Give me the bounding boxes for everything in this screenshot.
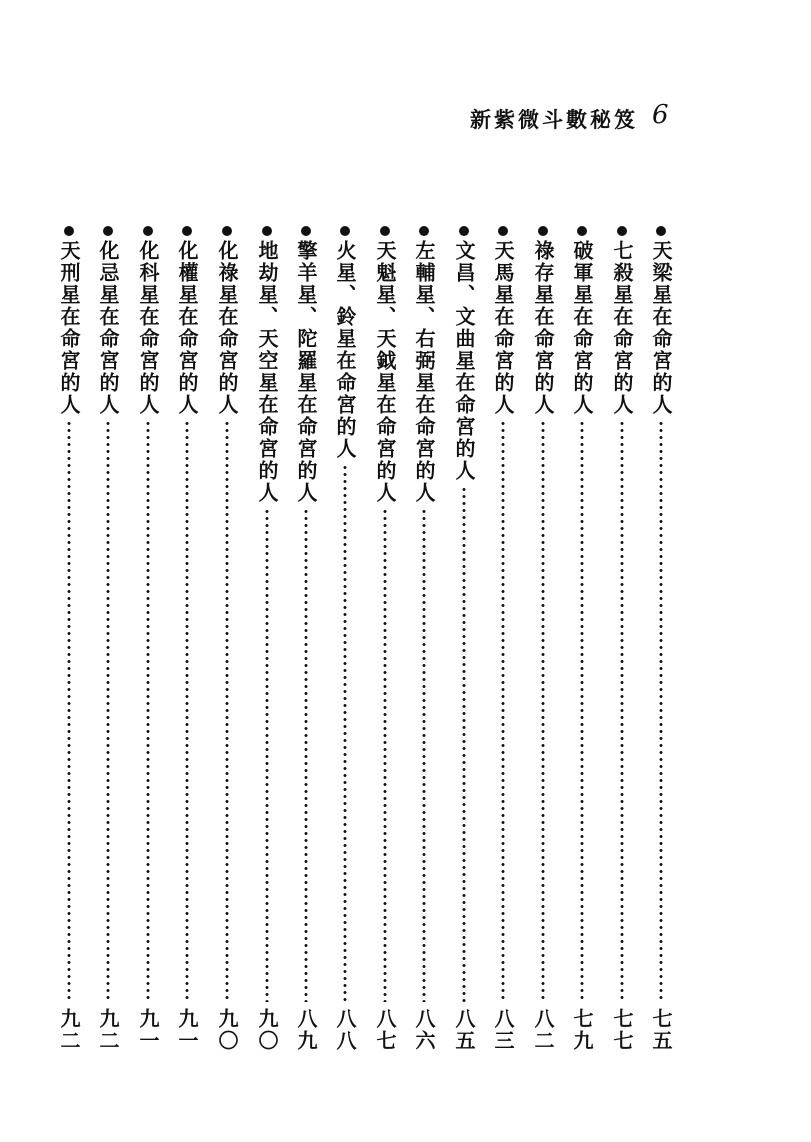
toc-entry-title: 天馬星在命宮的人	[491, 240, 515, 416]
bullet-icon	[301, 226, 311, 236]
page-number: 6	[652, 100, 669, 130]
toc-entry-title: 左輔星、右弼星在命宮的人	[412, 240, 436, 504]
toc-entry-page: 九〇	[215, 1008, 239, 1052]
bullet-icon	[538, 226, 548, 236]
bullet-icon	[143, 226, 153, 236]
dot-leader	[541, 420, 545, 1002]
bullet-icon	[380, 226, 390, 236]
toc-entry-page: 八三	[491, 1008, 515, 1052]
toc-entry[interactable]	[411, 226, 437, 1076]
bullet-icon	[617, 226, 627, 236]
toc-entry[interactable]	[372, 226, 398, 1076]
toc-entry[interactable]	[56, 226, 82, 1076]
toc-entry[interactable]	[648, 226, 674, 1076]
toc-entry-page: 八五	[452, 1008, 476, 1052]
dot-leader	[106, 420, 110, 1002]
toc-entry[interactable]	[451, 226, 477, 1076]
bullet-icon	[182, 226, 192, 236]
bullet-icon	[459, 226, 469, 236]
dot-leader	[620, 420, 624, 1002]
toc-entry-page: 九一	[136, 1008, 160, 1052]
toc-entry-page: 九一	[175, 1008, 199, 1052]
toc-entry[interactable]	[609, 226, 635, 1076]
bullet-icon	[103, 226, 113, 236]
toc-entry[interactable]	[135, 226, 161, 1076]
toc-entry-title: 破軍星在命宮的人	[570, 240, 594, 416]
dot-leader	[304, 508, 308, 1002]
toc-entry[interactable]	[95, 226, 121, 1076]
toc-entry-title: 化科星在命宮的人	[136, 240, 160, 416]
dot-leader	[343, 464, 347, 1002]
toc-entry-title: 化權星在命宮的人	[175, 240, 199, 416]
toc-entry-title: 祿存星在命宮的人	[531, 240, 555, 416]
bullet-icon	[577, 226, 587, 236]
toc-entry-title: 天魁星、天鉞星在命宮的人	[373, 240, 397, 504]
toc-entry[interactable]	[490, 226, 516, 1076]
toc-entry-page: 九二	[96, 1008, 120, 1052]
toc-entry-page: 九二	[57, 1008, 81, 1052]
dot-leader	[67, 420, 71, 1002]
toc-entry-title: 地劫星、天空星在命宮的人	[255, 240, 279, 504]
toc-entry-page: 八七	[373, 1008, 397, 1052]
bullet-icon	[222, 226, 232, 236]
toc-entry-page: 八九	[294, 1008, 318, 1052]
toc-entry-page: 八二	[531, 1008, 555, 1052]
dot-leader	[422, 508, 426, 1002]
toc-entry[interactable]	[530, 226, 556, 1076]
toc-entry-title: 火星、鈴星在命宮的人	[333, 240, 357, 460]
toc-entry-page: 七五	[649, 1008, 673, 1052]
toc-entry[interactable]	[293, 226, 319, 1076]
toc-entry-title: 天刑星在命宮的人	[57, 240, 81, 416]
toc-entry-title: 文昌、文曲星在命宮的人	[452, 240, 476, 482]
dot-leader	[501, 420, 505, 1002]
toc-entry-title: 七殺星在命宮的人	[610, 240, 634, 416]
toc-entry[interactable]	[569, 226, 595, 1076]
toc-entry-title: 天梁星在命宮的人	[649, 240, 673, 416]
toc-entry[interactable]	[254, 226, 280, 1076]
toc-entry-title: 化忌星在命宮的人	[96, 240, 120, 416]
bullet-icon	[64, 226, 74, 236]
toc-entry[interactable]	[214, 226, 240, 1076]
toc-entry-page: 八八	[333, 1008, 357, 1052]
dot-leader	[265, 508, 269, 1002]
dot-leader	[225, 420, 229, 1002]
book-title: 新紫微斗數秘笈	[470, 107, 638, 132]
bullet-icon	[262, 226, 272, 236]
dot-leader	[146, 420, 150, 1002]
dot-leader	[462, 486, 466, 1002]
bullet-icon	[656, 226, 666, 236]
toc-entry-title: 擎羊星、陀羅星在命宮的人	[294, 240, 318, 504]
dot-leader	[383, 508, 387, 1002]
table-of-contents	[40, 226, 680, 1076]
bullet-icon	[498, 226, 508, 236]
toc-entry-page: 九〇	[255, 1008, 279, 1052]
dot-leader	[580, 420, 584, 1002]
bullet-icon	[340, 226, 350, 236]
dot-leader	[185, 420, 189, 1002]
toc-entry-page: 七九	[570, 1008, 594, 1052]
toc-entry[interactable]	[332, 226, 358, 1076]
running-head	[470, 100, 690, 134]
toc-entry[interactable]	[174, 226, 200, 1076]
dot-leader	[659, 420, 663, 1002]
toc-entry-page: 七七	[610, 1008, 634, 1052]
toc-entry-title: 化祿星在命宮的人	[215, 240, 239, 416]
toc-entry-page: 八六	[412, 1008, 436, 1052]
bullet-icon	[419, 226, 429, 236]
